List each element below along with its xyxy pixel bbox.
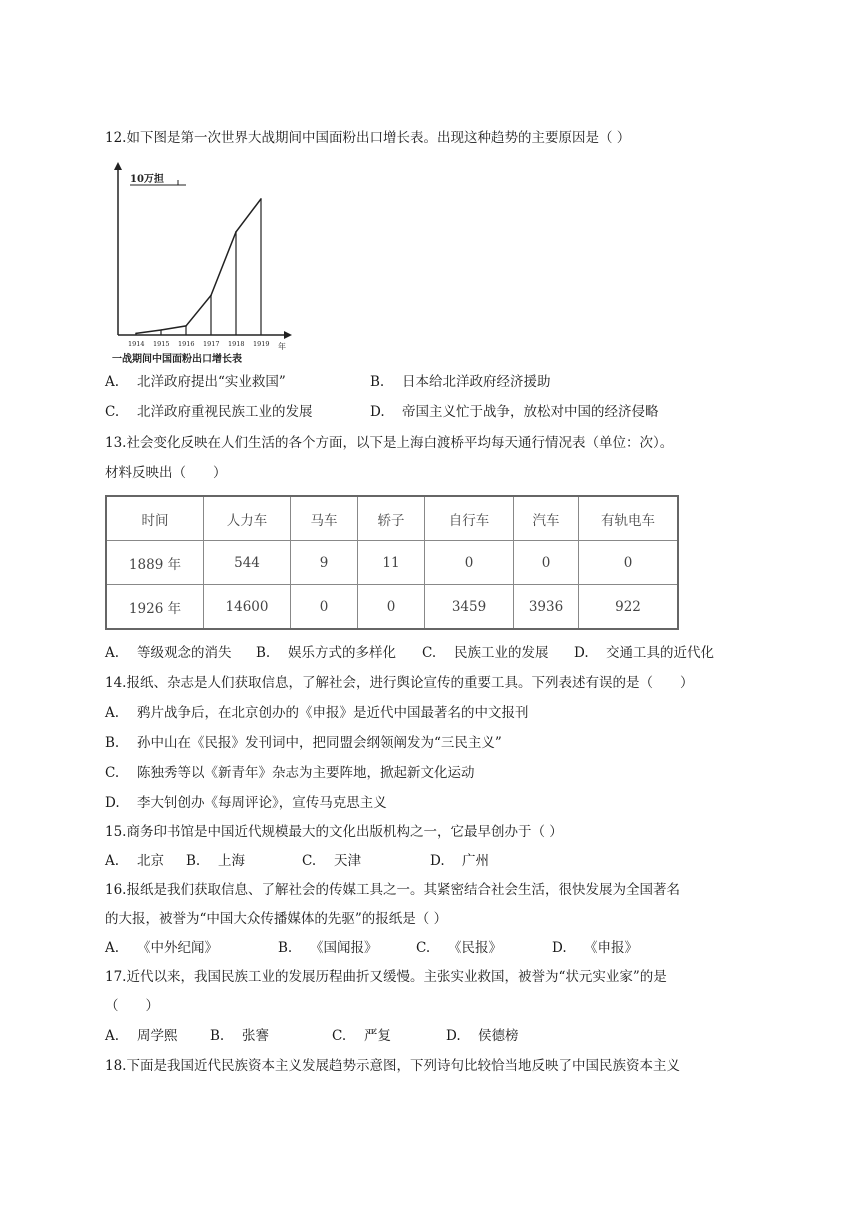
table-cell: 0 [291, 585, 358, 630]
table-cell: 9 [291, 541, 358, 585]
q15-option-d-letter: D. [430, 853, 445, 869]
q13-option-d-letter: D. [574, 645, 589, 661]
q17-stem-line1: 17.近代以来，我国民族工业的发展历程曲折又缓慢。主张实业救国，被誉为“状元实业家”的是 [105, 969, 667, 985]
q17-option-b-text: 张謇 [242, 1028, 269, 1044]
table-row [106, 541, 678, 585]
chart-tick-label: 1914 [128, 340, 145, 348]
q14-option-b[interactable] [105, 733, 502, 753]
q18-stem-line1: 18.下面是我国近代民族资本主义发展趋势示意图，下列诗句比较恰当地反映了中国民族资本主义 [105, 1058, 680, 1074]
table-header-cell: 人力车 [204, 496, 291, 541]
q13-option-c-letter: C. [422, 645, 437, 661]
q13-stem-line2: 材料反映出（ ） [105, 465, 227, 481]
q15-option-a-text: 北京 [137, 853, 164, 869]
q12-option-c-letter: C. [105, 404, 120, 420]
table-cell: 14600 [204, 585, 291, 630]
bridge-traffic-table [105, 495, 679, 630]
q12-option-a-letter: A. [105, 374, 120, 390]
chart-tick-label: 1916 [178, 340, 195, 348]
table-cell: 3936 [514, 585, 579, 630]
q16-stem-line2: 的大报，被誉为“中国大众传播媒体的先驱”的报纸是（ ） [105, 911, 448, 927]
q17-option-d-text: 侯德榜 [478, 1028, 519, 1044]
q13-option-c-text: 民族工业的发展 [454, 645, 549, 661]
q14-stem: 14.报纸、杂志是人们获取信息，了解社会，进行舆论宣传的重要工具。下列表述有误的是（ ） [105, 675, 694, 691]
chart-y-axis-arrow [114, 162, 122, 170]
table-header-cell: 有轨电车 [579, 496, 679, 541]
table-header-cell: 轿子 [358, 496, 425, 541]
q13-option-b-text: 娱乐方式的多样化 [288, 645, 396, 661]
q17-option-a[interactable] [105, 1026, 178, 1046]
table-cell: 3459 [425, 585, 514, 630]
q12-option-d-text: 帝国主义忙于战争，放松对中国的经济侵略 [402, 404, 659, 420]
q15-option-b-letter: B. [186, 853, 201, 869]
flour-export-chart [108, 158, 308, 368]
q17-option-c-text: 严复 [364, 1028, 391, 1044]
q16-option-c-letter: C. [416, 940, 431, 956]
q16-option-d[interactable] [552, 938, 638, 958]
q17-option-d[interactable] [446, 1026, 519, 1046]
q16-option-b-letter: B. [278, 940, 293, 956]
q13-option-d-text: 交通工具的近代化 [606, 645, 714, 661]
table-cell: 0 [514, 541, 579, 585]
q16-option-a[interactable] [105, 938, 218, 958]
q17-option-a-text: 周学熙 [137, 1028, 178, 1044]
q15-option-b[interactable] [186, 851, 245, 871]
chart-x-axis-arrow [284, 331, 292, 339]
q16-option-c[interactable] [416, 938, 502, 958]
q13-option-d[interactable] [574, 643, 714, 663]
table-header-cell: 汽车 [514, 496, 579, 541]
chart-drop-lines [135, 198, 262, 335]
q15-stem: 15.商务印书馆是中国近代规模最大的文化出版机构之一，它最早创办于（ ） [105, 824, 563, 840]
q16-option-b-text: 《国闻报》 [310, 940, 378, 956]
q15-option-c[interactable] [302, 851, 361, 871]
q13-option-a-letter: A. [105, 645, 120, 661]
chart-title: 一战期间中国面粉出口增长表 [112, 354, 242, 365]
q14-option-c[interactable] [105, 763, 475, 783]
q17-option-c-letter: C. [332, 1028, 347, 1044]
q15-option-a-letter: A. [105, 853, 120, 869]
q17-option-b[interactable] [210, 1026, 269, 1046]
chart-tick-label: 1918 [228, 340, 245, 348]
q14-option-d[interactable] [105, 793, 387, 813]
chart-tick-label: 1919 [253, 340, 270, 348]
q14-option-c-text: 陈独秀等以《新青年》杂志为主要阵地，掀起新文化运动 [137, 765, 475, 781]
table-cell: 1889 年 [106, 541, 204, 585]
q14-option-d-letter: D. [105, 795, 120, 811]
q12-option-d[interactable] [370, 402, 659, 422]
chart-x-axis-label: 年 [278, 342, 286, 351]
q15-option-d-text: 广州 [462, 853, 489, 869]
q13-option-a-text: 等级观念的消失 [137, 645, 232, 661]
q12-option-a-text: 北洋政府提出“实业救国” [137, 374, 286, 390]
q12-option-b-text: 日本给北洋政府经济援助 [402, 374, 551, 390]
table-cell: 0 [425, 541, 514, 585]
q17-option-a-letter: A. [105, 1028, 120, 1044]
q14-option-c-letter: C. [105, 765, 120, 781]
table-cell: 1926 年 [106, 585, 204, 630]
q14-option-b-text: 孙中山在《民报》发刊词中，把同盟会纲领阐发为“三民主义” [137, 735, 502, 751]
q16-option-c-text: 《民报》 [448, 940, 502, 956]
q16-option-d-letter: D. [552, 940, 567, 956]
q16-stem-line1: 16.报纸是我们获取信息、了解社会的传媒工具之一。其紧密结合社会生活，很快发展为全国著名 [105, 882, 680, 898]
q16-option-d-text: 《申报》 [584, 940, 638, 956]
q15-option-d[interactable] [430, 851, 489, 871]
q15-option-c-text: 天津 [334, 853, 361, 869]
q15-option-b-text: 上海 [218, 853, 245, 869]
table-cell: 0 [358, 585, 425, 630]
q13-option-b-letter: B. [256, 645, 271, 661]
chart-series-line [136, 199, 261, 333]
q13-stem-line1: 13.社会变化反映在人们生活的各个方面，以下是上海白渡桥平均每天通行情况表（单位：次）。 [105, 435, 674, 451]
q14-option-d-text: 李大钊创办《每周评论》，宣传马克思主义 [137, 795, 387, 811]
q13-option-a[interactable] [105, 643, 232, 663]
q15-option-a[interactable] [105, 851, 164, 871]
table-cell: 11 [358, 541, 425, 585]
q17-stem-line2: （ ） [105, 998, 159, 1014]
q12-stem: 12.如下图是第一次世界大战期间中国面粉出口增长表。出现这种趋势的主要原因是（ ） [105, 130, 631, 146]
chart-tick-labels [128, 340, 270, 348]
chart-axes [114, 162, 292, 339]
q17-option-d-letter: D. [446, 1028, 461, 1044]
q17-option-b-letter: B. [210, 1028, 225, 1044]
chart-unit-label: 10万担 [130, 174, 164, 185]
q14-option-a-letter: A. [105, 705, 120, 721]
q12-option-c-text: 北洋政府重视民族工业的发展 [137, 404, 313, 420]
q17-option-c[interactable] [332, 1026, 391, 1046]
q14-option-a-text: 鸦片战争后，在北京创办的《申报》是近代中国最著名的中文报刊 [137, 705, 529, 721]
chart-tick-label: 1915 [153, 340, 170, 348]
q14-option-a[interactable] [105, 703, 529, 723]
q12-option-a[interactable] [105, 372, 286, 392]
q12-option-c[interactable] [105, 402, 313, 422]
q16-option-b[interactable] [278, 938, 378, 958]
q12-option-b-letter: B. [370, 374, 385, 390]
table-cell: 0 [579, 541, 679, 585]
table-header-cell: 时间 [106, 496, 204, 541]
table-cell: 544 [204, 541, 291, 585]
table-header-cell: 自行车 [425, 496, 514, 541]
q16-option-a-text: 《中外纪闻》 [137, 940, 218, 956]
q13-option-b[interactable] [256, 643, 396, 663]
table-cell: 922 [579, 585, 679, 630]
q16-option-a-letter: A. [105, 940, 120, 956]
q12-option-d-letter: D. [370, 404, 385, 420]
q15-option-c-letter: C. [302, 853, 317, 869]
table-row [106, 585, 678, 630]
q13-option-c[interactable] [422, 643, 549, 663]
table-header-cell: 马车 [291, 496, 358, 541]
table-header-row [106, 496, 678, 541]
q12-option-b[interactable] [370, 372, 551, 392]
q14-option-b-letter: B. [105, 735, 120, 751]
chart-tick-label: 1917 [203, 340, 220, 348]
